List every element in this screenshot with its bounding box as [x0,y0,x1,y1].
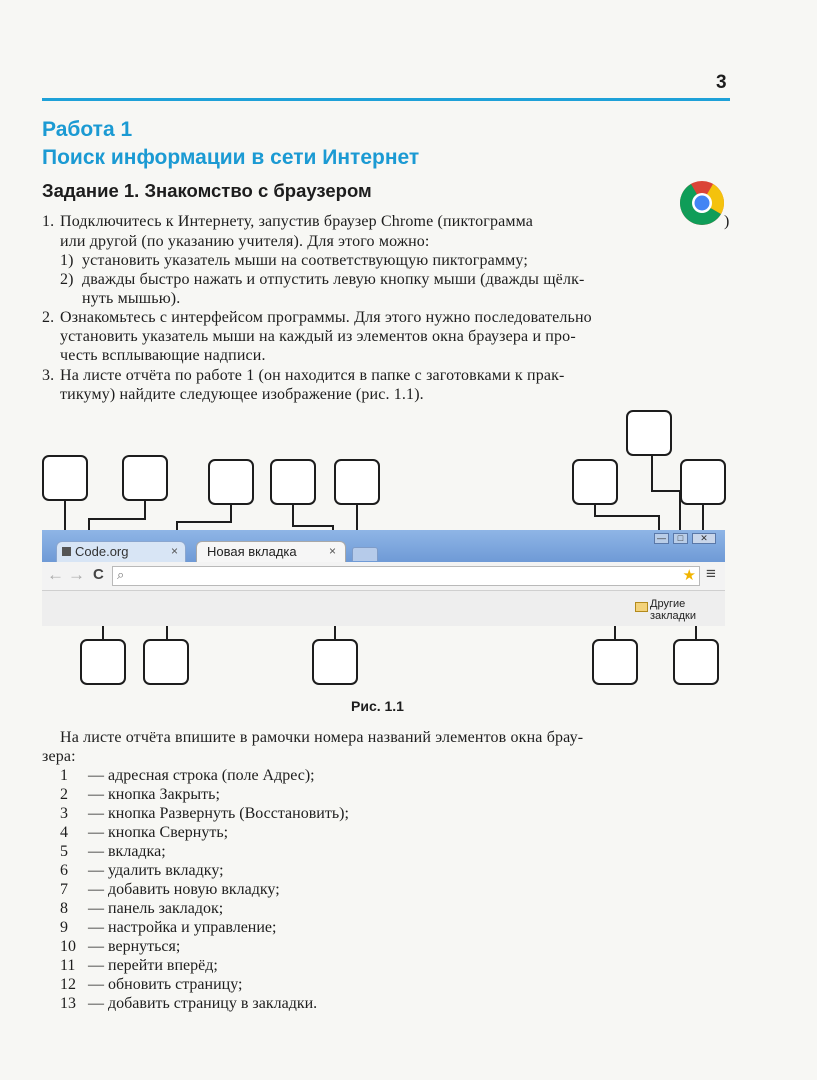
work-subject: Поиск информации в сети Интернет [42,146,420,169]
step-line: или другой (по указанию учителя). Для этого можно: [60,233,430,250]
work-number: Работа 1 [42,118,133,141]
item-text: — вернуться; [88,938,181,955]
step-number: 2. [42,309,55,326]
tab-code-org[interactable] [56,541,186,562]
connector-line [651,490,681,492]
chrome-logo-icon [679,180,725,226]
connector-line [144,501,146,519]
step-line: нуть мышью). [82,290,181,307]
item-number: 4 [60,824,68,841]
callout-box [122,455,168,501]
item-number: 13 [60,995,76,1012]
tab-close-icon[interactable]: × [329,544,337,558]
tab-title: Новая вкладка [207,544,297,559]
page-number: 3 [716,72,727,93]
callout-box [143,639,189,685]
callout-box [312,639,358,685]
callout-box [626,410,672,456]
bookmark-star-button[interactable]: ★ [682,567,696,584]
step-line: установить указатель мыши на каждый из элементов окна браузера и про- [60,328,576,345]
item-number: 6 [60,862,68,879]
item-text: — вкладка; [88,843,166,860]
connector-line [594,515,660,517]
address-bar[interactable] [112,566,700,586]
instruction-line: зера: [42,748,76,765]
connector-line [292,525,334,527]
search-icon: ⌕ [117,567,125,582]
browser-window [42,530,725,626]
callout-box [270,459,316,505]
item-number: 3 [60,805,68,822]
menu-button[interactable]: ≡ [706,564,716,583]
step-line: Подключитесь к Интернету, запустив браузер Chrome (пиктограмма [60,213,534,230]
work-title [42,116,419,172]
item-number: 7 [60,881,68,898]
connector-line [292,505,294,527]
figure-caption: Рис. 1.1 [351,698,404,714]
browser-toolbar [42,562,725,591]
browser-titlebar [42,530,725,562]
connector-line [651,456,653,492]
item-number: 8 [60,900,68,917]
step-line: дважды быстро нажать и отпустить левую кнопку мыши (дважды щёлк- [82,271,585,288]
callout-box [572,459,618,505]
bookmarks-bar [42,591,725,626]
item-text: — добавить страницу в закладки. [88,995,318,1012]
maximize-button[interactable]: □ [673,533,688,544]
favicon-icon [62,547,71,556]
step-number: 2) [60,271,74,288]
step-line: Ознакомьтесь с интерфейсом программы. Для этого нужно последовательно [60,309,592,326]
other-bookmarks-folder[interactable]: Другие закладки [650,598,697,622]
callout-box [80,639,126,685]
item-number: 11 [60,957,76,974]
callout-box [680,459,726,505]
callout-box [592,639,638,685]
minimize-button[interactable]: — [654,533,669,544]
callout-box [334,459,380,505]
item-number: 12 [60,976,76,993]
forward-button[interactable]: → [68,565,85,584]
callout-box [42,455,88,501]
task-heading: Задание 1. Знакомство с браузером [42,180,372,201]
tab-new-tab[interactable] [196,541,346,562]
item-text: — перейти вперёд; [88,957,218,974]
folder-icon [635,602,648,612]
item-number: 9 [60,919,68,936]
item-text: — настройка и управление; [88,919,277,936]
step-close-paren: ) [724,213,730,230]
step-line: тикуму) найдите следующее изображение (рис. 1.1). [60,386,424,403]
close-window-button[interactable]: ✕ [692,533,716,544]
item-text: — кнопка Развернуть (Восстановить); [88,805,349,822]
item-text: — обновить страницу; [88,976,243,993]
connector-line [679,490,681,534]
item-text: — добавить новую вкладку; [88,881,280,898]
item-text: — кнопка Свернуть; [88,824,229,841]
connector-line [176,521,232,523]
header-rule [42,98,730,101]
step-line: установить указатель мыши на соответствующую пиктограмму; [82,252,528,269]
step-number: 1) [60,252,74,269]
tab-title: Code.org [75,544,129,559]
callout-box [208,459,254,505]
item-number: 5 [60,843,68,860]
reload-button[interactable]: C [93,566,104,583]
step-line: На листе отчёта по работе 1 (он находится в папке с заготовками к прак- [60,367,565,384]
item-text: — кнопка Закрыть; [88,786,220,803]
step-number: 3. [42,367,55,384]
item-number: 2 [60,786,68,803]
back-button[interactable]: ← [47,565,64,584]
connector-line [88,518,146,520]
callout-box [673,639,719,685]
step-line: честь всплывающие надписи. [60,347,266,364]
new-tab-button[interactable] [352,547,378,561]
item-number: 1 [60,767,68,784]
item-text: — адресная строка (поле Адрес); [88,767,315,784]
step-number: 1. [42,213,55,230]
tab-close-icon[interactable]: × [171,544,179,558]
item-text: — удалить вкладку; [88,862,224,879]
item-text: — панель закладок; [88,900,224,917]
item-number: 10 [60,938,76,955]
instruction-line: На листе отчёта впишите в рамочки номера названий элементов окна брау- [60,729,584,746]
